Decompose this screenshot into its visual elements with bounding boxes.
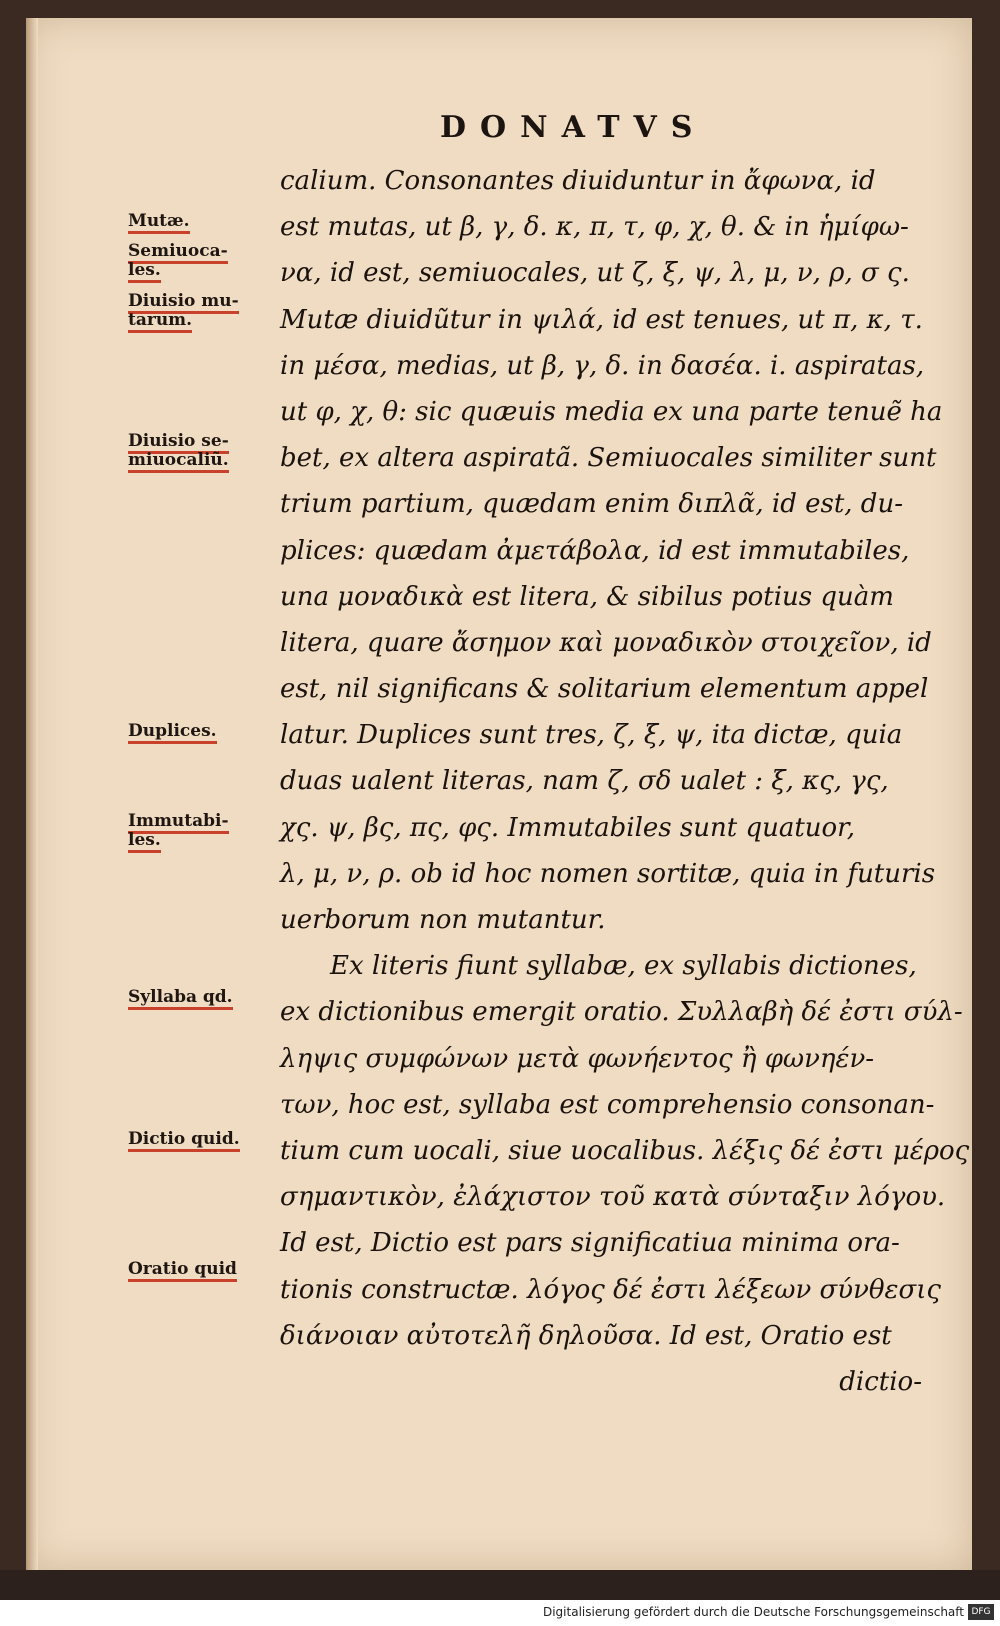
text-line: διάνοιαν αὐτοτελῆ δηλοῦσα. Id est, Oratio est xyxy=(280,1320,892,1351)
text-line: duas ualent literas, nam ζ, σδ ualet : ξ, κς, γς, xyxy=(280,766,889,797)
text-line: latur. Duplices sunt tres, ζ, ξ, ψ, ita dictæ, quia xyxy=(280,720,903,751)
text-line: est mutas, ut β, γ, δ. κ, π, τ, φ, χ, θ. & in ἡμίφω- xyxy=(280,212,909,243)
page-gutter xyxy=(26,18,38,1570)
text-line: est, nil significans & solitarium elementum appel xyxy=(280,674,929,705)
scan-bottom-edge xyxy=(0,1570,1000,1600)
text-line: trium partium, quædam enim διπλᾶ, id est, du- xyxy=(280,489,903,520)
margin-note-diuisio-mutarum: Diuisio mu- tarum. xyxy=(128,292,278,330)
text-line: bet, ex altera aspiratã. Semiuocales similiter sunt xyxy=(280,443,937,474)
text-line: calium. Consonantes diuiduntur in ἄφωνα, id xyxy=(280,166,876,196)
catchword: dictio- xyxy=(839,1366,922,1397)
margin-note-dictio: Dictio quid. xyxy=(128,1130,278,1149)
text-line: χς. ψ, βς, πς, φς. Immutabiles sunt quatuor, xyxy=(280,812,856,843)
text-line: ex dictionibus emergit oratio. Συλλαβὴ δέ ἐστι σύλ- xyxy=(280,997,963,1028)
digitization-footer xyxy=(0,1600,1000,1626)
text-line: των, hoc est, syllaba est comprehensio consonan- xyxy=(280,1089,935,1120)
text-line: σημαντικὸν, ἐλάχιστον τοῦ κατὰ σύνταξιν λόγου. xyxy=(280,1182,946,1213)
text-line: Mutæ diuidũtur in ψιλά, id est tenues, ut π, κ, τ. xyxy=(280,304,923,335)
margin-note-mutae: Mutæ. xyxy=(128,212,278,231)
running-head: DONATVS xyxy=(440,110,707,145)
text-line: ληψις συμφώνων μετὰ φωνήεντος ἢ φωνηέν- xyxy=(280,1043,875,1074)
text-line: litera, quare ἄσημον καὶ μοναδικὸν στοιχεῖον, id xyxy=(280,627,932,658)
dfg-logo-icon: DFG xyxy=(968,1604,994,1620)
text-line: tium cum uocali, siue uocalibus. λέξις δέ ἐστι μέρος xyxy=(280,1135,970,1166)
margin-note-syllaba: Syllaba qd. xyxy=(128,988,278,1007)
text-line: uerborum non mutantur. xyxy=(280,905,606,935)
margin-note-diuisio-semiuocalium: Diuisio se- miuocaliũ. xyxy=(128,432,278,470)
text-line: ut φ, χ, θ: sic quæuis media ex una parte tenuẽ ha xyxy=(280,396,943,427)
text-line: να, id est, semiuocales, ut ζ, ξ, ψ, λ, μ, ν, ρ, σ ς. xyxy=(280,258,910,289)
text-line: tionis constructæ. λόγος δέ ἐστι λέξεων σύνθεσις xyxy=(280,1274,941,1305)
margin-note-duplices: Duplices. xyxy=(128,722,278,741)
text-line: Ex literis fiunt syllabæ, ex syllabis dictiones, xyxy=(330,951,917,982)
text-line: plices: quædam ἀμετάβολα, id est immutabiles, xyxy=(280,535,910,566)
text-line: Id est, Dictio est pars significatiua minima ora- xyxy=(280,1228,900,1259)
margin-note-semiuocales: Semiuoca- les. xyxy=(128,242,278,280)
margin-note-oratio: Oratio quid xyxy=(128,1260,278,1279)
text-line: in μέσα, medias, ut β, γ, δ. in δασέα. i. aspiratas, xyxy=(280,350,925,381)
footer-credit: Digitalisierung gefördert durch die Deutsche Forschungsgemeinschaft xyxy=(542,1605,964,1619)
margin-note-immutabiles: Immutabi- les. xyxy=(128,812,278,850)
text-line: una μοναδικὰ est litera, & sibilus potius quàm xyxy=(280,581,894,612)
main-text xyxy=(280,158,970,1405)
text-line: λ, μ, ν, ρ. ob id hoc nomen sortitæ, quia in futuris xyxy=(280,858,936,889)
